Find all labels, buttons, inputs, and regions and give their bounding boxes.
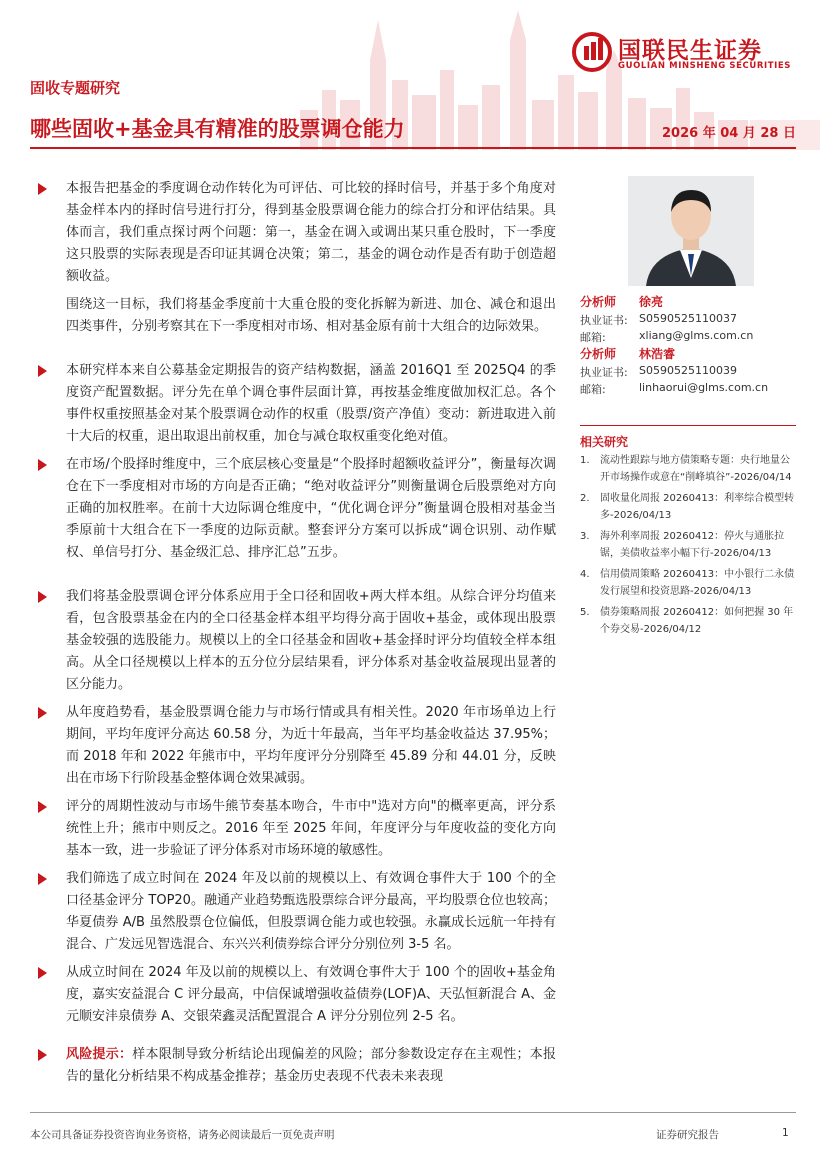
footer-divider bbox=[30, 1112, 796, 1113]
analyst-email[interactable]: linhaorui@glms.com.cn bbox=[639, 381, 769, 394]
summary-paragraph: 本研究样本来自公募基金定期报告的资产结构数据，涵盖 2016Q1 至 2025Q4 的季度资产配置数据。评分先在单个调仓事件层面计算，再按基金维度做加权汇总。各个事件权重按照基金对某个股票调仓动作的权重（股票/资产净值）变动：新进取进入前十大后的权重，退出取退出前权重，加仓与减仓取权重变化绝对值。 bbox=[36, 360, 556, 448]
cert-number: S0590525110039 bbox=[639, 364, 737, 377]
header-divider bbox=[30, 147, 796, 149]
sidebar-divider bbox=[580, 425, 796, 426]
related-research-title: 相关研究 bbox=[580, 435, 629, 449]
analyst-email[interactable]: xliang@glms.com.cn bbox=[639, 329, 754, 342]
analyst-name: 林浩睿 bbox=[639, 347, 676, 361]
summary-section bbox=[36, 178, 556, 1094]
summary-paragraph: 我们筛选了成立时间在 2024 年及以前的规模以上、有效调仓事件大于 100 个的全口径基金评分 TOP20。融通产业趋势甄选股票综合评分最高，平均股票仓位也较高；华夏债券 A/B 虽然股票仓位偏低，但股票调仓能力或也较强。永赢成长远航一年持有混合、广发远见智选混合、东兴兴利债券综合评分分别位列 3-5 名。 bbox=[36, 868, 556, 956]
cert-number: S0590525110037 bbox=[639, 312, 737, 325]
risk-label: 风险提示： bbox=[66, 1047, 133, 1062]
triangle-right-icon bbox=[38, 183, 47, 195]
guolian-logo-icon bbox=[572, 32, 612, 72]
summary-paragraph: 我们将基金股票调仓评分体系应用于全口径和固收+两大样本组。从综合评分均值来看，包含股票基金在内的全口径基金样本组平均得分高于固收+基金，或体现出股票基金较强的选股能力。规模以上的全口径基金和固收+基金择时评分均值较全样本组高。从全口径规模以上样本的五分位分层结果看，评分体系对基金收益展现出显著的区分能力。 bbox=[36, 586, 556, 696]
footer-disclaimer: 本公司具备证券投资咨询业务资格，请务必阅读最后一页免责声明 bbox=[30, 1129, 335, 1141]
triangle-right-icon bbox=[38, 1049, 47, 1061]
triangle-right-icon bbox=[38, 459, 47, 471]
footer-doc-type: 证券研究报告 bbox=[656, 1129, 719, 1141]
brand-logo bbox=[572, 30, 812, 78]
analyst-photo bbox=[628, 176, 754, 286]
list-item[interactable]: 3. 海外利率周报 20260412：停火与通胀拉锯，美债收益率小幅下行-2026/04/13 bbox=[580, 531, 785, 559]
analyst-role: 分析师 bbox=[580, 295, 617, 309]
summary-paragraph: 从年度趋势看，基金股票调仓能力与市场行情或具有相关性。2020 年市场单边上行期间，平均年度评分高达 60.58 分，为近十年最高，当年平均基金收益达 37.95%；而 2018 年和 2022 年熊市中，平均年度评分分别降至 45.89 分和 44.01 分，反映出在市场下行阶段基金整体调仓效果减弱。 bbox=[36, 702, 556, 790]
cert-label: 执业证书: bbox=[580, 314, 628, 327]
email-label: 邮箱: bbox=[580, 383, 606, 396]
list-item[interactable]: 4. 信用债周策略 20260413：中小银行二永债发行展望和投资思路-2026/04/13 bbox=[580, 569, 795, 597]
avatar bbox=[628, 176, 754, 286]
list-item[interactable]: 2. 固收量化周报 20260413：利率综合模型转多-2026/04/13 bbox=[580, 493, 795, 521]
triangle-right-icon bbox=[38, 873, 47, 885]
cert-label: 执业证书: bbox=[580, 366, 628, 379]
analyst-role: 分析师 bbox=[580, 347, 617, 361]
triangle-right-icon bbox=[38, 801, 47, 813]
page-number: 1 bbox=[782, 1127, 789, 1139]
related-research-list bbox=[580, 452, 796, 642]
triangle-right-icon bbox=[38, 591, 47, 603]
list-item[interactable]: 1. 流动性跟踪与地方债策略专题：央行地量公开市场操作或意在“削峰填谷”-2026/04/14 bbox=[580, 455, 792, 483]
summary-paragraph: 评分的周期性波动与市场牛熊节奏基本吻合，牛市中"选对方向"的概率更高，评分系统性上升；熊市中则反之。2016 年至 2025 年间，年度评分与年度收益的变化方向基本一致，进一步验证了评分体系对市场环境的敏感性。 bbox=[36, 796, 556, 862]
risk-text: 样本限制导致分析结论出现偏差的风险；部分参数设定存在主观性；本报告的量化分析结果不构成基金推荐；基金历史表现不代表未来表现 bbox=[66, 1047, 556, 1084]
logo-english-name: GUOLIAN MINSHENG SECURITIES bbox=[618, 61, 792, 71]
analyst-info bbox=[580, 293, 800, 396]
summary-paragraph: 围绕这一目标，我们将基金季度前十大重仓股的变化拆解为新进、加仓、减仓和退出四类事件，分别考察其在下一季度相对市场、相对基金原有前十大组合的边际效果。 bbox=[66, 297, 556, 334]
summary-paragraph: 本报告把基金的季度调仓动作转化为可评估、可比较的择时信号，并基于多个角度对基金样本内的择时信号进行打分，得到基金股票调仓能力的综合打分和评估结果。具体而言，我们重点探讨两个问题：第一，基金在调入或调出某只重仓股时，下一季度这只股票的实际表现是否印证其调仓决策；第二，基金的调仓动作是否有助于创造超额收益。 bbox=[36, 178, 556, 288]
triangle-right-icon bbox=[38, 365, 47, 377]
logo-chinese-name: 国联民生证券 bbox=[618, 38, 762, 64]
triangle-right-icon bbox=[38, 707, 47, 719]
triangle-right-icon bbox=[38, 967, 47, 979]
list-item[interactable]: 5. 债券策略周报 20260412：如何把握 30 年个券交易-2026/04/12 bbox=[580, 607, 794, 635]
summary-paragraph: 从成立时间在 2024 年及以前的规模以上、有效调仓事件大于 100 个的固收+基金角度，嘉实安益混合 C 评分最高，中信保诚增强收益债券(LOF)A、天弘恒新混合 A、金元顺安沣泉债券 A、交银荣鑫灵活配置混合 A 评分分别位列 2-5 名。 bbox=[36, 962, 556, 1028]
analyst-name: 徐亮 bbox=[639, 295, 664, 309]
report-title: 哪些固收+基金具有精准的股票调仓能力 bbox=[30, 117, 405, 141]
risk-warning bbox=[36, 1044, 556, 1088]
report-category: 固收专题研究 bbox=[30, 79, 121, 97]
email-label: 邮箱: bbox=[580, 331, 606, 344]
summary-paragraph: 在市场/个股择时维度中，三个底层核心变量是“个股择时超额收益评分”，衡量每次调仓在下一季度相对市场的方向是否正确；“绝对收益评分”则衡量调仓后股票绝对方向正确的加权胜率。在前十大边际调仓维度中，“优化调仓评分”衡量调仓股相对基金当季原前十大组合在下一季度的边际贡献。整套评分方案可以拆成“调仓识别、动作赋权、单信号打分、基金级汇总、排序汇总”五步。 bbox=[36, 454, 556, 564]
report-date: 2026 年 04 月 28 日 bbox=[662, 126, 796, 141]
